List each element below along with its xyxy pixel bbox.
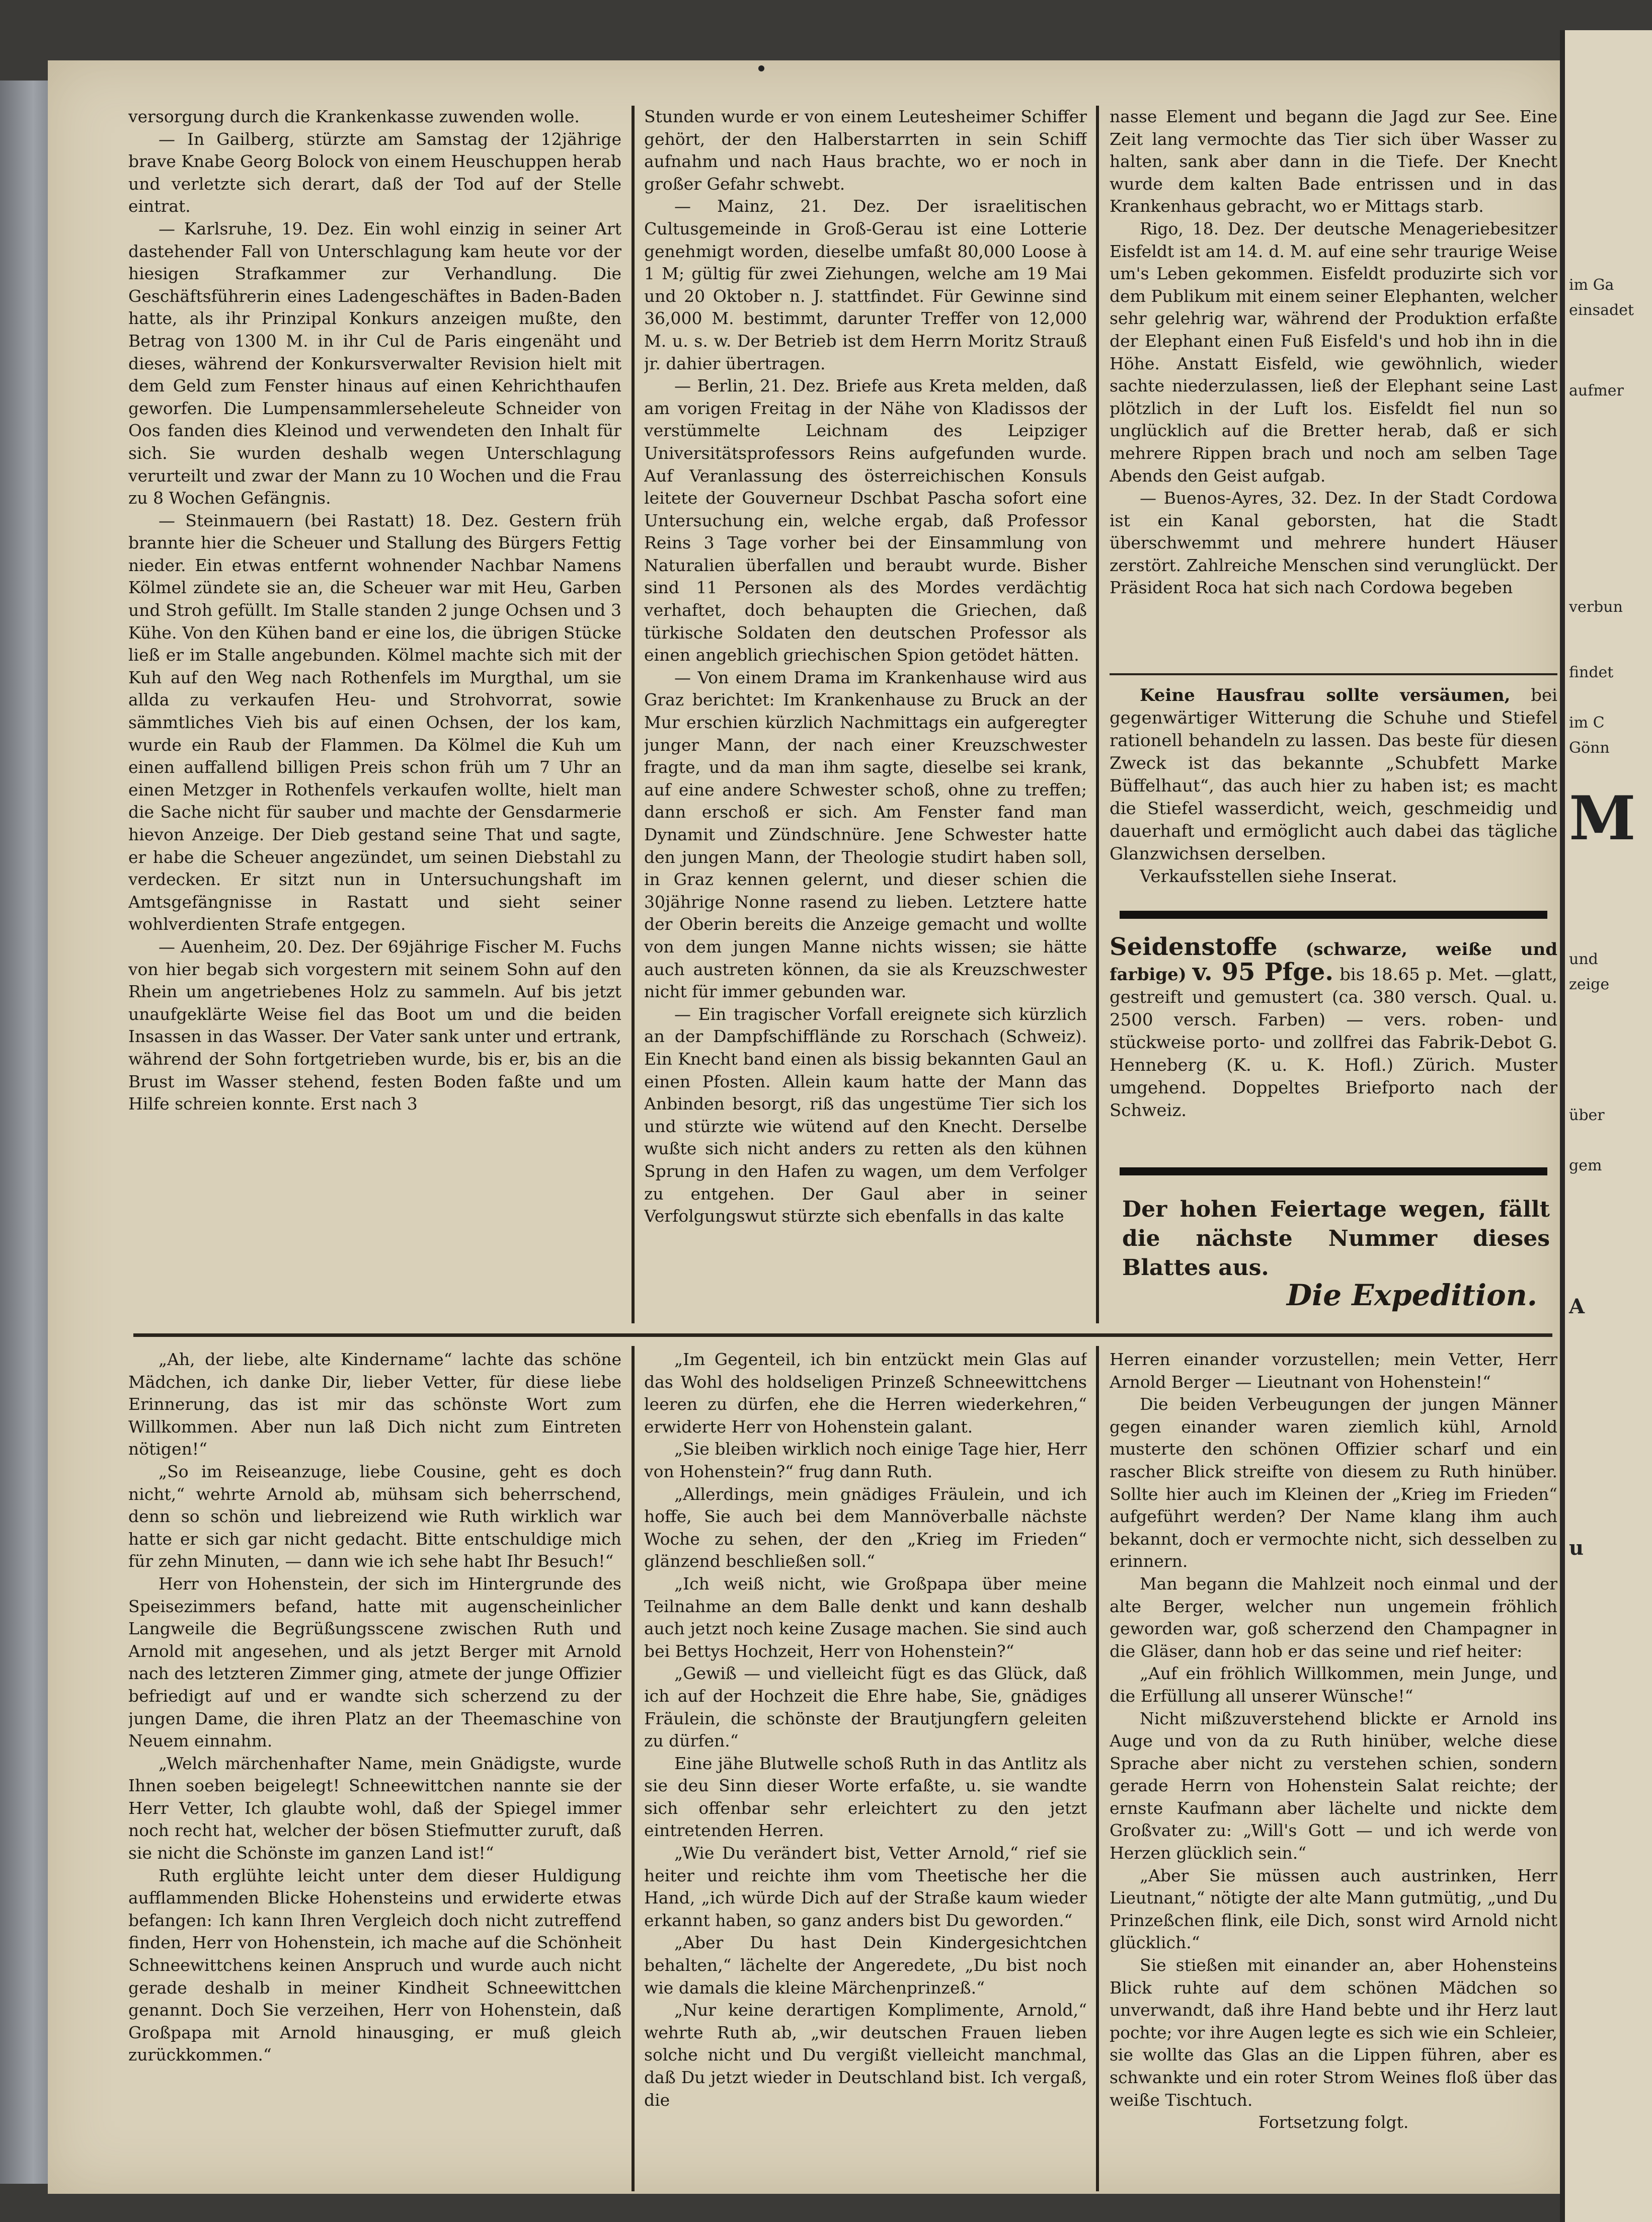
feuilleton-column-3 <box>1110 1348 1557 2194</box>
adjacent-page-fragment: einsadet <box>1569 301 1634 319</box>
paragraph: — Mainz, 21. Dez. Der israelitischen Cultusgemeinde in Groß-Gerau ist eine Lotterie genehmigt worden, dieselbe umfaßt 80,000 Loose à 1 M; gültig für zwei Ziehungen, welche am 19 Mai und 20 Oktober n. J. stattfindet. Für Gewinne sind 36,000 M. bestimmt, darunter Treffer von 12,000 M. u. s. w. Der Betrieb ist dem Herrn Moritz Strauß jr. dahier übertragen. <box>644 196 1087 373</box>
binding-edge <box>0 81 55 2184</box>
adjacent-page-fragment: gem <box>1569 1157 1602 1174</box>
ad-shoe-grease-headline: Keine Hausfrau sollte versäumen, <box>1140 685 1511 705</box>
column-rule <box>1096 106 1099 1323</box>
ad-divider <box>1120 1167 1547 1175</box>
ad-silk-title: Seidenstoffe <box>1110 936 1278 961</box>
paragraph: — In Gailberg, stürzte am Samstag der 12jährige brave Knabe Georg Bolock von einem Heuschuppen herab und verletzte sich derart, daß der Tod auf der Stelle eintrat. <box>128 129 621 216</box>
adjacent-page-fragment: A <box>1569 1295 1585 1318</box>
adjacent-page-fragment: verbun <box>1569 598 1623 616</box>
paragraph: — Karlsruhe, 19. Dez. Ein wohl einzig in seiner Art dastehender Fall von Unterschlagung kam heute vor der hiesigen Strafkammer zur Verhandlung. Die Geschäftsführerin eines Ladengeschäftes in Baden-Baden hatte, als ihr Prinzipal Konkurs anzeigen mußte, den Betrag von 1300 M. in ihr Cul de Paris eingenäht und dieses, während der Konkursverwalter Revision hielt mit dem Geld zum Fenster hinaus auf einen Kehrichthaufen geworfen. Die Lumpensammlerseheleute Schneider von Oos fanden dies Kleinod und verwendeten den Inhalt für sich. Sie wurden deshalb wegen Unterschlagung verurteilt und zwar der Mann zu 10 Wochen und die Frau zu 8 Wochen Gefängnis. <box>128 218 621 508</box>
paragraph: „Im Gegenteil, ich bin entzückt mein Glas auf das Wohl des holdseligen Prinzeß Schneewittchens leeren zu dürfen, ehe die Herren wiederkehren,“ erwiderte Herr von Hohenstein galant. <box>644 1350 1087 1437</box>
paragraph: „Gewiß — und vielleicht fügt es das Glück, daß ich auf der Hochzeit die Ehre habe, Sie, gnädiges Fräulein, die schönste der Brautjungfern geleiten zu dürfen.“ <box>644 1663 1087 1751</box>
adjacent-page-fragment: u <box>1569 1536 1584 1560</box>
adjacent-page-fragment: zeige <box>1569 976 1610 993</box>
printer-mark <box>758 65 764 71</box>
ad-divider <box>1120 911 1547 919</box>
paragraph: Rigo, 18. Dez. Der deutsche Menageriebesitzer Eisfeldt ist am 14. d. M. auf eine sehr traurige Weise um's Leben gekommen. Eisfeldt produzirte sich vor dem Publikum mit einem seiner Elephanten, welcher sehr gelehrig war, während der Produktion erfaßte der Elephant einen Fuß Eisfeld's und hob ihn in die Höhe. Anstatt Eisfeld, wie gewöhnlich, wieder sachte niederzulassen, ließ der Elephant seine Last plötzlich in der Luft los. Eisfeldt fiel nun so unglücklich auf die Bretter herab, daß er sich mehrere Rippen brach und noch am selben Tage Abends den Geist aufgab. <box>1110 218 1557 486</box>
paragraph: „Ah, der liebe, alte Kindername“ lachte das schöne Mädchen, ich danke Dir, lieber Vetter, für diese liebe Erinnerung, das ist mir das schönste Wort zum Willkommen. Aber nun laß Dich nicht zum Eintreten nötigen!“ <box>128 1350 621 1459</box>
paragraph: nasse Element und begann die Jagd zur See. Eine Zeit lang vermochte das Tier sich über Wasser zu halten, sank aber dann in die Tiefe. Der Knecht wurde dem kalten Bade entrissen und in das Krankenhaus gebracht, wo er Mittags starb. <box>1110 107 1557 216</box>
paragraph: „Aber Sie müssen auch austrinken, Herr Lieutnant,“ nötigte der alte Mann gutmütig, „und Du Prinzeßchen flink, eile Dich, sonst wird Arnold nicht glücklich.“ <box>1110 1865 1557 1953</box>
column-rule <box>632 1346 635 2191</box>
paragraph: „Welch märchenhafter Name, mein Gnädigste, wurde Ihnen soeben beigelegt! Schneewittchen nannte sie der Herr Vetter, Ich glaubte wohl, daß der Spiegel immer noch recht hat, welcher der bösen Stiefmutter zuruft, daß sie nicht die Schönste im ganzen Land ist!“ <box>128 1753 621 1863</box>
paragraph: — Berlin, 21. Dez. Briefe aus Kreta melden, daß am vorigen Freitag in der Nähe von Kladissos der verstümmelte Leichnam des Leipziger Universitätsprofessors Reins aufgefunden wurde. Auf Veranlassung des österreichischen Konsuls leitete der Gouverneur Dschbat Pascha sofort eine Untersuchung ein, welche ergab, daß Professor Reins 3 Tage vorher bei der Einsammlung von Naturalien überfallen und beraubt wurde. Bisher sind 11 Personen als des Mordes verdächtig verhaftet, doch behaupten die Griechen, daß türkische Soldaten den deutschen Professor als einen angeblich griechischen Spion getödet hätten. <box>644 376 1087 665</box>
newspaper-page <box>48 60 1562 2194</box>
feuilleton-column-2 <box>644 1348 1087 2194</box>
paragraph: Nicht mißzuverstehend blickte er Arnold ins Auge und von da zu Ruth hinüber, welche diese Sprache aber nicht zu verstehen schien, sondern gerade Herrn von Hohenstein Salat reichte; der ernste Kaufmann aber lächelte und nickte dem Großvater zu: „Will's Gott — und ich werde von Herzen glücklich sein.“ <box>1110 1708 1557 1863</box>
notice-signature: Die Expedition. <box>1286 1278 1537 1312</box>
adjacent-page-fragment: im Ga <box>1569 276 1614 294</box>
paragraph: versorgung durch die Krankenkasse zuwenden wolle. <box>128 107 580 126</box>
paragraph: „Ich weiß nicht, wie Großpapa über meine Teilnahme an dem Balle denkt und kann deshalb auch jetzt noch keine Zusage machen. Sie sind auch bei Bettys Hochzeit, Herr von Hohenstein?“ <box>644 1573 1087 1661</box>
paragraph: Herr von Hohenstein, der sich im Hintergrunde des Speisezimmers befand, hatte mit augenscheinlicher Langweile die Begrüßungsscene zwischen Ruth und Arnold mit angesehen, und als jetzt Berger mit Arnold nach des letzteren Zimmer ging, atmete der junge Offizier befriedigt auf und er wandte sich scherzend zu der jungen Dame, die ihren Platz an der Theemaschine von Neuem einnahm. <box>128 1573 621 1751</box>
paragraph: „So im Reiseanzuge, liebe Cousine, geht es doch nicht,“ wehrte Arnold ab, mühsam sich beherrschend, denn so schön und liebreizend wie Ruth wirklich war hatte er sich gar nicht gedacht. Bitte entschuldige mich für zehn Minuten, — dann wie ich sehe habt Ihr Besuch!“ <box>128 1461 621 1571</box>
paragraph: Herren einander vorzustellen; mein Vetter, Herr Arnold Berger — Lieutnant von Hohenstein!“ <box>1110 1350 1557 1392</box>
paragraph: „Nur keine derartigen Komplimente, Arnold,“ wehrte Ruth ab, „wir deutschen Frauen lieben solche nicht und Du vergißt vielleicht manchmal, daß Du jetzt wieder in Deutschland bist. Ich vergaß, die <box>644 2000 1087 2110</box>
paragraph: Fortsetzung folgt. <box>1258 2112 1409 2132</box>
ad-silk-title-sub: (schwarze, weiße und farbige) <box>1110 939 1557 985</box>
adjacent-page-fragment: im C <box>1569 714 1605 732</box>
adjacent-page-fragment: und <box>1569 950 1598 968</box>
paragraph: „Aber Du hast Dein Kindergesichtchen behalten,“ lächelte der Angeredete, „Du bist noch wie damals die kleine Märchenprinzeß.“ <box>644 1933 1087 1998</box>
paragraph: — Steinmauern (bei Rastatt) 18. Dez. Gestern früh brannte hier die Scheuer und Stallung des Bürgers Fettig nieder. Ein etwas entfernt wohnender Nachbar Namens Kölmel zündete sie an, die Scheuer war mit Heu, Garben und Stroh gefüllt. Im Stalle standen 2 junge Ochsen und 3 Kühe. Von den Kühen band er eine los, die übrigen Stücke ließ er im Stalle angebunden. Kölmel machte sich mit der Kuh auf den Weg nach Rothenfels im Murgthal, um sie allda zu verkaufen Heu- und Strohvorrat, sowie sämmtliches Vieh bis auf einen Ochsen, der los kam, wurde ein Raub der Flammen. Da Kölmel die Kuh um einen auffallend billigen Preis schon früh um 7 Uhr an einen Metzger in Rothenfels verkaufen wollte, hielt man die Sache nicht für sauber und machte der Gensdarmerie hievon Anzeige. Der Dieb gestand seine That und sagte, er habe die Scheuer angezündet, um seinen Diebstahl zu verdecken. Er sitzt nun in Untersuchungshaft im Amtsgefängnisse in Rastatt und sieht seiner wohlverdienten Strafe entgegen. <box>128 510 621 934</box>
adjacent-page-fragment: über <box>1569 1106 1605 1124</box>
feuilleton-rule <box>133 1333 1552 1337</box>
paragraph: — Von einem Drama im Krankenhause wird aus Graz berichtet: Im Krankenhause zu Bruck an der Mur erschien kürzlich Nachmittags ein aufgeregter junger Mann, der nach einer Kreuzschwester fragte, und da man ihm sagte, dieselbe sei krank, auf eine andere Schwester schoß, ohne zu treffen; dann erschoß er sich. Am Fenster fand man Dynamit und Zündschnüre. Jene Schwester hatte den jungen Mann, der Theologie studirt haben soll, in Graz kennen gelernt, und dieser schien die 30jährige Nonne rasend zu lieben. Letztere hatte der Oberin bereits die Anzeige gemacht und wollte von dem jungen Manne nichts wissen; sie hätte auch austreten können, da sie als Kreuzschwester nicht für immer gebunden war. <box>644 667 1087 1002</box>
news-column-1 <box>128 106 621 1318</box>
column-rule <box>1096 1346 1099 2191</box>
paragraph: Ruth erglühte leicht unter dem dieser Huldigung aufflammenden Blicke Hohensteins und erwiderte etwas befangen: Ich kann Ihren Vergleich doch nicht zutreffend finden, Herr von Hohenstein, ich mache auf die Schönheit Schneewittchens keinen Anspruch und wurde auch nicht gerade deshalb in meiner Kindheit Schneewittchen genannt. Doch Sie verzeihen, Herr von Hohenstein, daß Großpapa mit Arnold hinausging, er muß gleich zurückkommen.“ <box>128 1865 621 2065</box>
adjacent-page-fragment: M <box>1569 783 1636 854</box>
adjacent-page-fragment: findet <box>1569 664 1614 681</box>
paragraph: „Allerdings, mein gnädiges Fräulein, und ich hoffe, Sie auch bei dem Mannöverballe nächste Woche zu sehen, der den „Krieg im Frieden“ glänzend beschließen soll.“ <box>644 1484 1087 1571</box>
paragraph: — Buenos-Ayres, 32. Dez. In der Stadt Cordowa ist ein Kanal geborsten, hat die Stadt überschwemmt und mehrere hundert Häuser zerstört. Zahlreiche Menschen sind verunglückt. Der Präsident Roca hat sich nach Cordowa begeben <box>1110 488 1557 598</box>
news-column-3 <box>1110 106 1557 659</box>
paragraph: „Auf ein fröhlich Willkommen, mein Junge, und die Erfüllung all unserer Wünsche!“ <box>1110 1663 1557 1706</box>
adjacent-page-fragment: aufmer <box>1569 382 1624 400</box>
adjacent-page-edge <box>1560 30 1652 2222</box>
holiday-notice: Der hohen Feiertage wegen, fällt die nächste Nummer dieses Blattes aus. <box>1122 1197 1550 1281</box>
ad-silk-price: v. 95 Pfge. <box>1192 958 1334 986</box>
ad-shoe-grease-body: bei gegenwärtiger Witterung die Schuhe und Stiefel rationell behandeln zu lassen. Das beste für diesen Zweck ist das bekannte „Schubfett Marke Büffelhaut“, das auch hier zu haben ist; es macht die Stiefel wasserdicht, weich, geschmeidig und dauerhaft und ermöglicht auch dabei das tägliche Glanzwichsen derselben. <box>1110 685 1557 864</box>
paragraph: Stunden wurde er von einem Leutesheimer Schiffer gehört, der den Halberstarrten in sein Schiff aufnahm und nach Haus brachte, wo er noch in großer Gefahr schwebt. <box>644 107 1087 194</box>
column-rule <box>632 106 635 1323</box>
paragraph: — Ein tragischer Vorfall ereignete sich kürzlich an der Dampfschifflände zu Rorschach (Schweiz). Ein Knecht band einen als bissig bekannten Gaul an einen Pfosten. Allein kaum hatte der Mann das Anbinden besorgt, riß das ungestüme Tier sich los und stürzte wie wütend auf den Knecht. Derselbe wußte sich nicht anders zu retten als den kühnen Sprung in den Hafen zu wagen, um dem Verfolger zu entgehen. Der Gaul aber in seiner Verfolgungswut stürzte sich ebenfalls in das kalte <box>644 1004 1087 1226</box>
paragraph: Eine jähe Blutwelle schoß Ruth in das Antlitz als sie deu Sinn dieser Worte erfaßte, u. sie wandte sich offenbar sehr erleichtert zu den jetzt eintretenden Herren. <box>644 1753 1087 1841</box>
paragraph: Man begann die Mahlzeit noch einmal und der alte Berger, welcher nun ungemein fröhlich geworden war, goß scherzend den Champagner in die Gläser, dann hob er das seine und rief heiter: <box>1110 1573 1557 1661</box>
ad-silk <box>1110 936 1557 1147</box>
news-column-2 <box>644 106 1087 1318</box>
adjacent-page-fragment: Gönn <box>1569 739 1610 757</box>
paragraph: „Sie bleiben wirklich noch einige Tage hier, Herr von Hohenstein?“ frug dann Ruth. <box>644 1439 1087 1481</box>
paragraph: Sie stießen mit einander an, aber Hohensteins Blick ruhte auf dem schönen Mädchen so unverwandt, daß ihre Hand bebte und ihr Herz laut pochte; vor ihre Augen legte es sich wie ein Schleier, sie wollte das Glas an die Lippen führen, aber es schwankte und ein roter Strom Weines floß über das weiße Tischtuch. <box>1110 1955 1557 2110</box>
paragraph: — Auenheim, 20. Dez. Der 69jährige Fischer M. Fuchs von hier begab sich vorgestern mit seinem Sohn auf den Rhein um angetriebenes Holz zu sammeln. Auf bis jetzt unaufgeklärte Weise fiel das Boot um und die beiden Insassen in das Wasser. Der Vater sank unter und ertrank, während der Sohn fortgetrieben wurde, bis er, bis an die Brust im Wasser stehend, festen Boden faßte und um Hilfe schreien konnte. Erst nach 3 <box>128 936 621 1114</box>
section-rule <box>1110 673 1557 675</box>
ad-shoe-grease <box>1110 684 1557 896</box>
paragraph: Die beiden Verbeugungen der jungen Männer gegen einander waren ziemlich kühl, Arnold musterte den schönen Offizier scharf und ein rascher Blick streifte von diesem zu Ruth hinüber. Sollte hier auch im Kleinen der „Krieg im Frieden“ aufgeführt werden? Der Name klang ihm auch bekannt, doch er vermochte nicht, sich desselben zu erinnern. <box>1110 1394 1557 1571</box>
ad-shoe-grease-footer: Verkaufsstellen siehe Inserat. <box>1140 866 1397 887</box>
ad-silk-body: bis 18.65 p. Met. —glatt, gestreift und gemustert (ca. 380 versch. Qual. u. 2500 versch. Farben) — vers. roben- und stückweise porto- und zollfrei das Fabrik-Debot G. Henneberg (K. u. K. Hofl.) Zürich. Muster umgehend. Doppeltes Briefporto nach der Schweiz. <box>1110 965 1557 1121</box>
paragraph: „Wie Du verändert bist, Vetter Arnold,“ rief sie heiter und reichte ihm vom Theetische her die Hand, „ich würde Dich auf der Straße kaum wieder erkannt haben, so ganz anders bist Du geworden.“ <box>644 1843 1087 1930</box>
feuilleton-column-1 <box>128 1348 621 2194</box>
